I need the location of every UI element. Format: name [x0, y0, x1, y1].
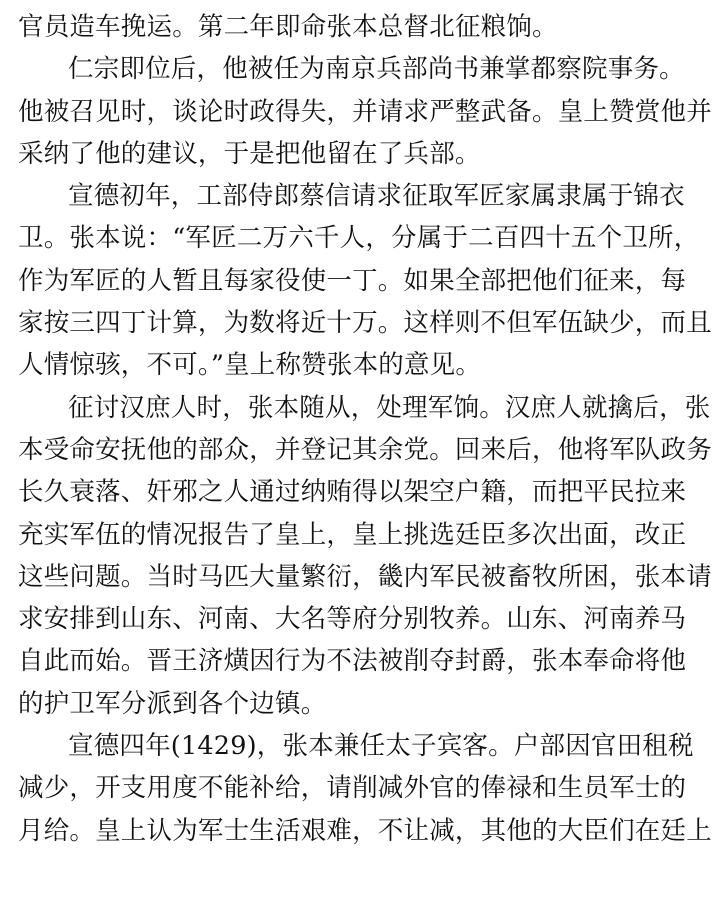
text-line: 他被召见时，谈论时政得失，并请求严整武备。皇上赞赏他并 — [18, 96, 712, 127]
text-line: 卫。张本说：“军匠二万六千人，分属于二百四十五个卫所， — [18, 223, 700, 254]
text-line: 家按三四丁计算，为数将近十万。这样则不但军伍缺少，而且 — [18, 308, 712, 339]
text-line: 的护卫军分派到各个边镇。 — [18, 688, 327, 719]
text-line: 月给。皇上认为军士生活艰难，不让减，其他的大臣们在廷上 — [18, 815, 712, 846]
text-line: 本受命安抚他的部众，并登记其余党。回来后，他将军队政务 — [18, 434, 712, 465]
text-line: 官员造车挽运。第二年即命张本总督北征粮饷。 — [18, 12, 558, 42]
text-line: 这些问题。当时马匹大量繁衍，畿内军民被畜牧所困，张本请 — [18, 561, 712, 592]
text-line: 求安排到山东、河南、大名等府分别牧养。山东、河南养马 — [18, 604, 687, 635]
paragraph-start-line: 征讨汉庶人时，张本随从，处理军饷。汉庶人就擒后，张 — [68, 392, 711, 423]
paragraph-start-line: 仁宗即位后，他被任为南京兵部尚书兼掌都察院事务。 — [68, 54, 685, 85]
paragraph-start-line: 宣德初年，工部侍郎蔡信请求征取军匠家属隶属于锦衣 — [68, 181, 685, 212]
text-line: 作为军匠的人暂且每家役使一丁。如果全部把他们征来，每 — [18, 265, 687, 296]
text-line: 采纳了他的建议，于是把他留在了兵部。 — [18, 138, 481, 169]
text-line: 自此而始。晋王济熿因行为不法被削夺封爵，张本奉命将他 — [18, 646, 687, 677]
text-line: 充实军伍的情况报告了皇上，皇上挑选廷臣多次出面，改正 — [18, 519, 687, 550]
text-line: 人情惊骇，不可。”皇上称赞张本的意见。 — [18, 350, 482, 381]
paragraph-start-line: 宣德四年(1429)，张本兼任太子宾客。户部因官田租税 — [68, 731, 694, 762]
text-line: 减少，开支用度不能补给，请削减外官的俸禄和生员军士的 — [18, 773, 687, 804]
text-line: 长久衰落、奸邪之人通过纳贿得以架空户籍，而把平民拉来 — [18, 477, 687, 508]
